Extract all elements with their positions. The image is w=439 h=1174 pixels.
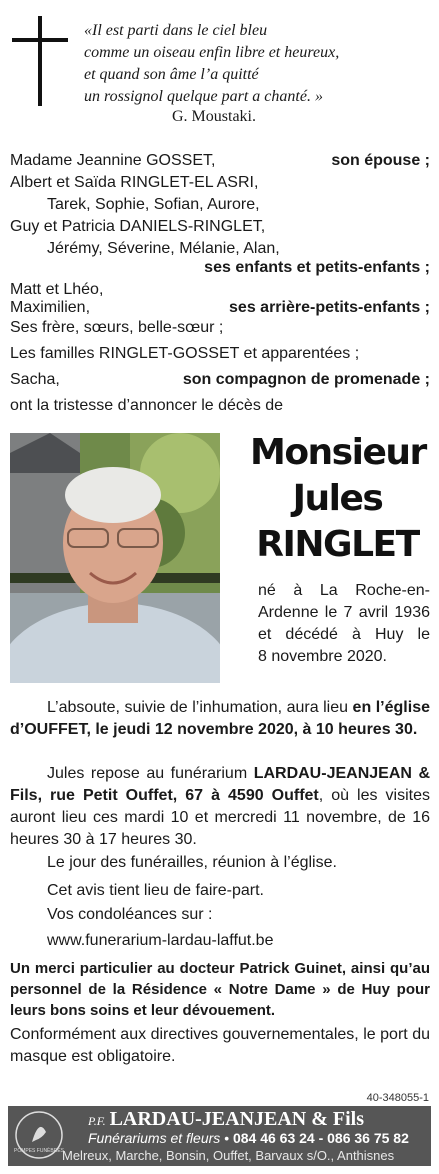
quote-line: et quand son âme l’a quitté [84,66,259,83]
announcement-line: ont la tristesse d’annoncer le décès de [10,397,284,414]
funeral-location: en l’église d’OUFFET, le jeudi 12 novembre 2020, à 10 heures 30. [10,699,430,738]
footer-pf: P.F. [88,1114,106,1128]
family-line [10,369,430,391]
deceased-first-name: Jules [292,478,383,519]
family-line: Guy et Patricia DANIELS-RINGLET, [10,218,266,235]
info-line: Vos condoléances sur : [47,906,213,923]
family-name: Sacha, [10,371,60,388]
family-role: son compagnon de promenade ; [182,371,430,388]
cross-icon [38,16,42,106]
funerarium-address: LARDAU-JEANJEAN & Fils, rue Petit Ouffet, 67 à 4590 Ouffet [10,765,431,804]
footer-services-text: Funérariums et fleurs • [88,1130,230,1146]
quote-line: comme un oiseau enfin libre et heureux, [84,44,340,61]
deceased-name [250,430,425,568]
family-line [10,150,430,172]
funeral-text: L’absoute, suivie de l’inhumation, aura lieu [47,699,353,716]
family-line: Ses frère, sœurs, belle-sœur ; [10,319,224,336]
footer-title [88,1108,364,1131]
quote-author: G. Moustaki. [172,108,256,125]
family-role: ses enfants et petits-enfants ; [204,259,430,276]
birth-death-info [258,580,430,668]
family-line: Tarek, Sophie, Sofian, Aurore, [47,196,260,213]
funeral-paragraph [10,697,430,741]
info-line: Le jour des funérailles, réunion à l’église. [47,854,337,871]
born-line: et décédé à Huy le [258,626,430,643]
info-line: Cet avis tient lieu de faire-part. [47,882,264,899]
family-role: son épouse ; [331,152,430,169]
quote [84,20,429,108]
visit-paragraph [10,763,430,851]
deceased-title: Monsieur [250,432,426,473]
thanks-paragraph: Un merci particulier au docteur Patrick Guinet, ainsi qu’au personnel de la Résidence « Notre Dame » de Huy pour leurs bons soins et leur dévouement. [10,960,430,1019]
family-line: Jérémy, Séverine, Mélanie, Alan, [47,240,280,257]
family-name: Madame Jeannine GOSSET, [10,152,216,169]
portrait-photo [10,433,220,683]
mask-notice: Conformément aux directives gouvernementales, le port du masque est obligatoire. [10,1026,430,1065]
family-line: Matt et Lhéo, [10,281,104,298]
born-line: né à La Roche-en- [258,582,430,599]
quote-line: «Il est parti dans le ciel bleu [84,22,268,39]
website-link[interactable]: www.funerarium-lardau-laffut.be [47,932,274,949]
deceased-last-name: RINGLET [256,524,419,565]
funeral-logo [14,1110,64,1160]
cross-icon-bar [12,38,68,42]
footer-phones: 084 46 63 24 - 086 36 75 82 [232,1130,409,1146]
logo-text: POMPES FUNÈBRES [14,1148,64,1154]
family-line: Les familles RINGLET-GOSSET et apparentées ; [10,345,360,362]
visit-text: Jules repose au funérarium [47,765,254,782]
quote-line: un rossignol quelque part a chanté. » [84,88,323,105]
footer-company: LARDAU-JEANJEAN & Fils [109,1108,365,1130]
family-line: Albert et Saïda RINGLET-EL ASRI, [10,174,259,191]
footer-services [88,1130,409,1146]
visit-text: , où les visites auront lieu ces mardi 10 et mercredi 11 novembre, de 16 heures 30 à 17 heures 30. [10,787,430,848]
reference-number: 40-348055-1 [366,1092,429,1104]
family-role: ses arrière-petits-enfants ; [229,299,430,316]
born-line: Ardenne le 7 avril 1936 [258,604,430,621]
born-line: 8 novembre 2020. [258,648,387,665]
footer-locations: Melreux, Marche, Bonsin, Ouffet, Barvaux s/O., Anthisnes [62,1148,395,1163]
family-line [10,297,430,319]
family-name: Maximilien, [10,299,91,316]
